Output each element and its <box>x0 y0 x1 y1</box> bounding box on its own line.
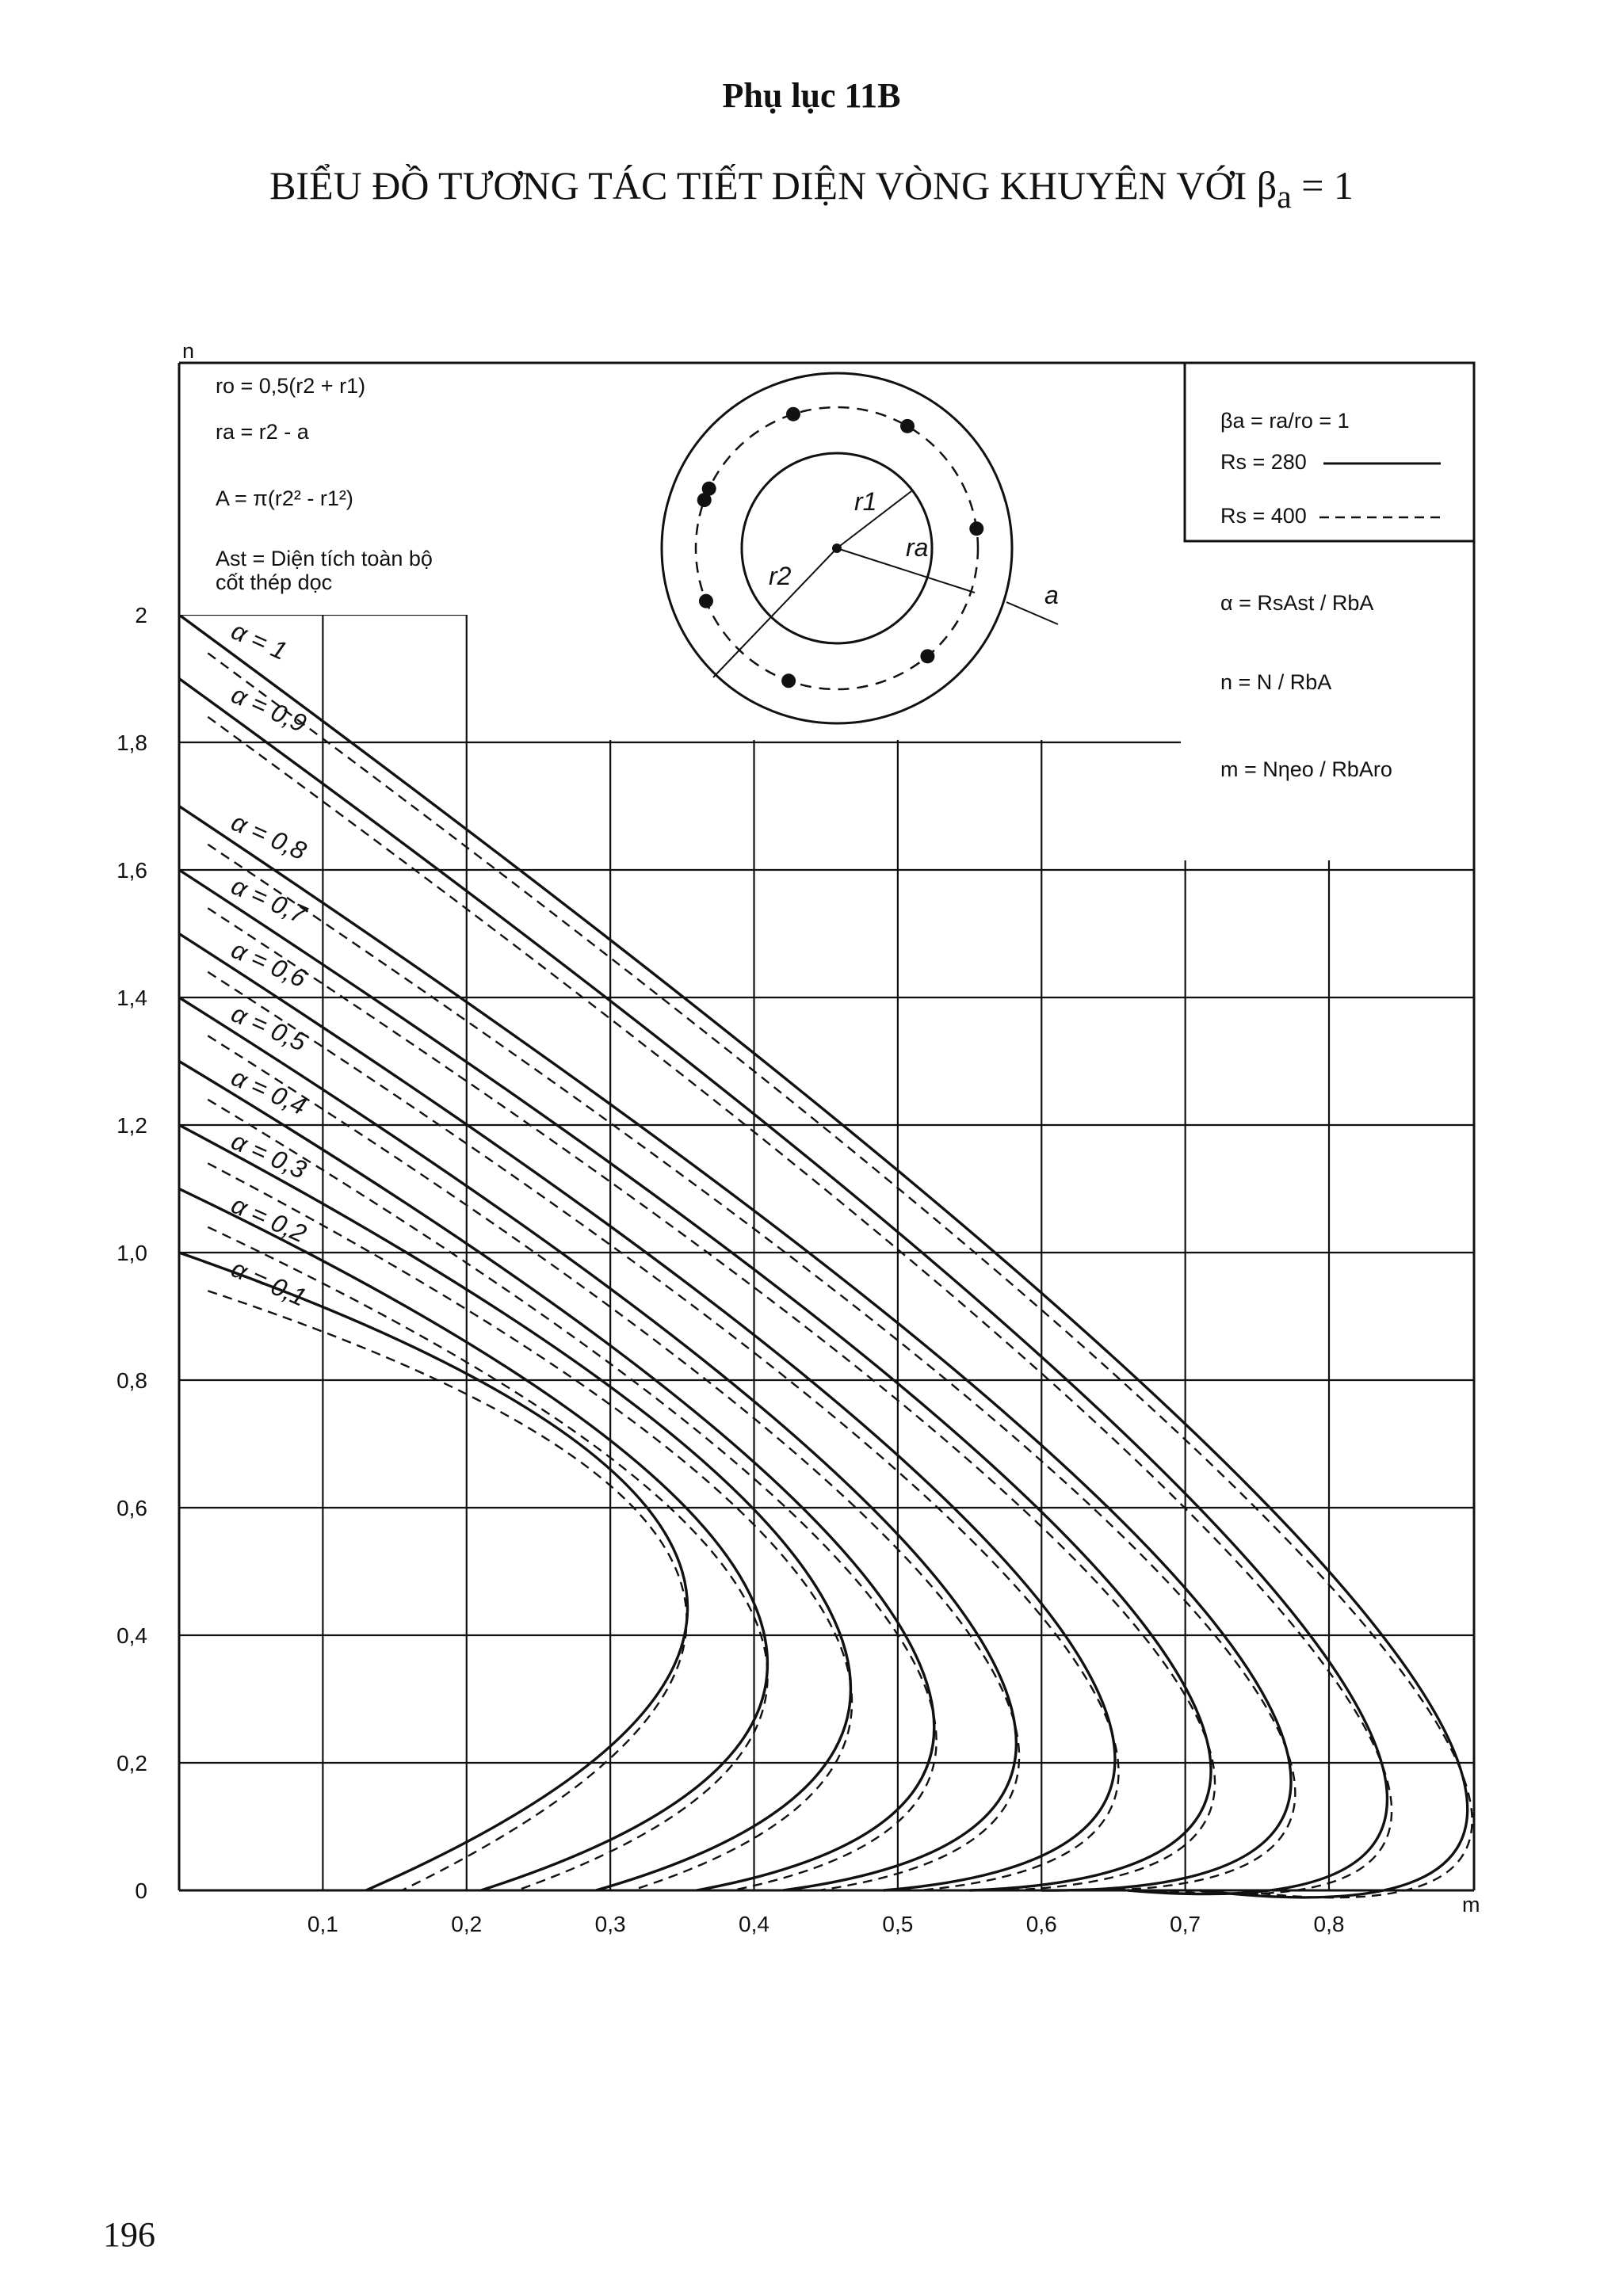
legend-m: m = Nηeo / RbAro <box>1220 757 1392 781</box>
curve-label: α = 0,9 <box>227 680 311 738</box>
curve-dashed <box>208 972 1118 1890</box>
legend-beta: βa = ra/ro = 1 <box>1220 409 1350 433</box>
label-ra: ra <box>906 533 929 562</box>
reinforcement-bar <box>969 521 983 536</box>
legend-n: n = N / RbA <box>1220 670 1332 694</box>
reinforcement-bar <box>786 407 800 421</box>
curve-solid <box>179 679 1387 1894</box>
appendix-heading: Phụ lục 11B <box>722 76 901 115</box>
curve-label: α = 0,1 <box>227 1253 311 1312</box>
label-r2: r2 <box>769 562 792 590</box>
legend-rs400: Rs = 400 <box>1220 504 1307 528</box>
curve-label: α = 0,5 <box>227 998 311 1057</box>
ring-cross-section <box>468 363 1181 740</box>
curve-label: α = 0,3 <box>227 1126 311 1184</box>
reinforcement-bar <box>900 419 915 433</box>
curve-label: α = 0,7 <box>227 871 311 929</box>
x-tick-label: 0,7 <box>1170 1912 1201 1936</box>
legend <box>1181 363 1476 860</box>
reinforcement-bar <box>781 673 796 688</box>
def-Ast-2: cốt thép dọc <box>216 570 333 594</box>
curve-dashed <box>208 1100 936 1890</box>
y-axis-label: n <box>182 339 195 363</box>
x-tick-label: 0,1 <box>307 1912 338 1936</box>
y-tick-label: 1,8 <box>116 730 147 755</box>
y-tick-label: 0,2 <box>116 1751 147 1775</box>
curve-dashed <box>208 1227 767 1890</box>
def-Ast: Ast = Diện tích toàn bộ <box>216 547 433 570</box>
curve-label: α = 0,6 <box>227 935 311 994</box>
page-number: 196 <box>103 2215 155 2254</box>
curve-labels <box>227 616 311 1312</box>
cross-section-backdrop <box>468 363 1181 740</box>
curve-dashed <box>208 1163 852 1890</box>
y-tick-label: 1,4 <box>116 986 147 1010</box>
y-tick-label: 0,6 <box>116 1496 147 1520</box>
title-subscript: a <box>1277 179 1292 215</box>
x-tick-label: 0,2 <box>451 1912 483 1936</box>
x-tick-label: 0,8 <box>1313 1912 1345 1936</box>
curve-label: α = 1 <box>227 616 292 666</box>
title-suffix: = 1 <box>1291 163 1354 208</box>
x-tick-label: 0,5 <box>882 1912 914 1936</box>
legend-rs280: Rs = 280 <box>1220 450 1307 474</box>
curve-solid <box>179 934 1115 1891</box>
x-tick-label: 0,6 <box>1025 1912 1057 1936</box>
y-tick-label: 1,6 <box>116 858 147 883</box>
y-tick-label: 2 <box>135 603 147 627</box>
x-tick-label: 0,4 <box>739 1912 769 1936</box>
curve-solid <box>179 1253 688 1890</box>
x-axis-label: m <box>1462 1893 1480 1917</box>
def-A: A = π(r2² - r1²) <box>216 486 353 510</box>
reinforcement-bar <box>702 482 716 496</box>
reinforcement-bar <box>699 594 713 608</box>
curve-label: α = 0,4 <box>227 1062 311 1121</box>
y-tick-label: 1,2 <box>116 1113 147 1138</box>
x-tick-label: 0,3 <box>594 1912 626 1936</box>
curve-label: α = 0,2 <box>227 1190 311 1249</box>
y-tick-label: 0 <box>135 1878 147 1903</box>
legend-alpha: α = RsAst / RbA <box>1220 591 1374 615</box>
label-r1: r1 <box>854 487 877 516</box>
title-prefix: BIỂU ĐỒ TƯƠNG TÁC TIẾT DIỆN VÒNG KHUYÊN VỚI β <box>269 163 1277 208</box>
curve-dashed <box>208 908 1215 1890</box>
y-tick-label: 1,0 <box>116 1241 147 1265</box>
curve-dashed <box>208 845 1295 1890</box>
curve-label: α = 0,8 <box>227 807 311 866</box>
reinforcement-bar <box>920 649 934 663</box>
y-tick-label: 0,4 <box>116 1623 147 1648</box>
y-tick-label: 0,8 <box>116 1368 147 1393</box>
def-ra: ra = r2 - a <box>216 420 309 444</box>
label-a: a <box>1044 581 1059 609</box>
curve-solid <box>179 807 1291 1891</box>
def-ro: ro = 0,5(r2 + r1) <box>216 374 366 398</box>
